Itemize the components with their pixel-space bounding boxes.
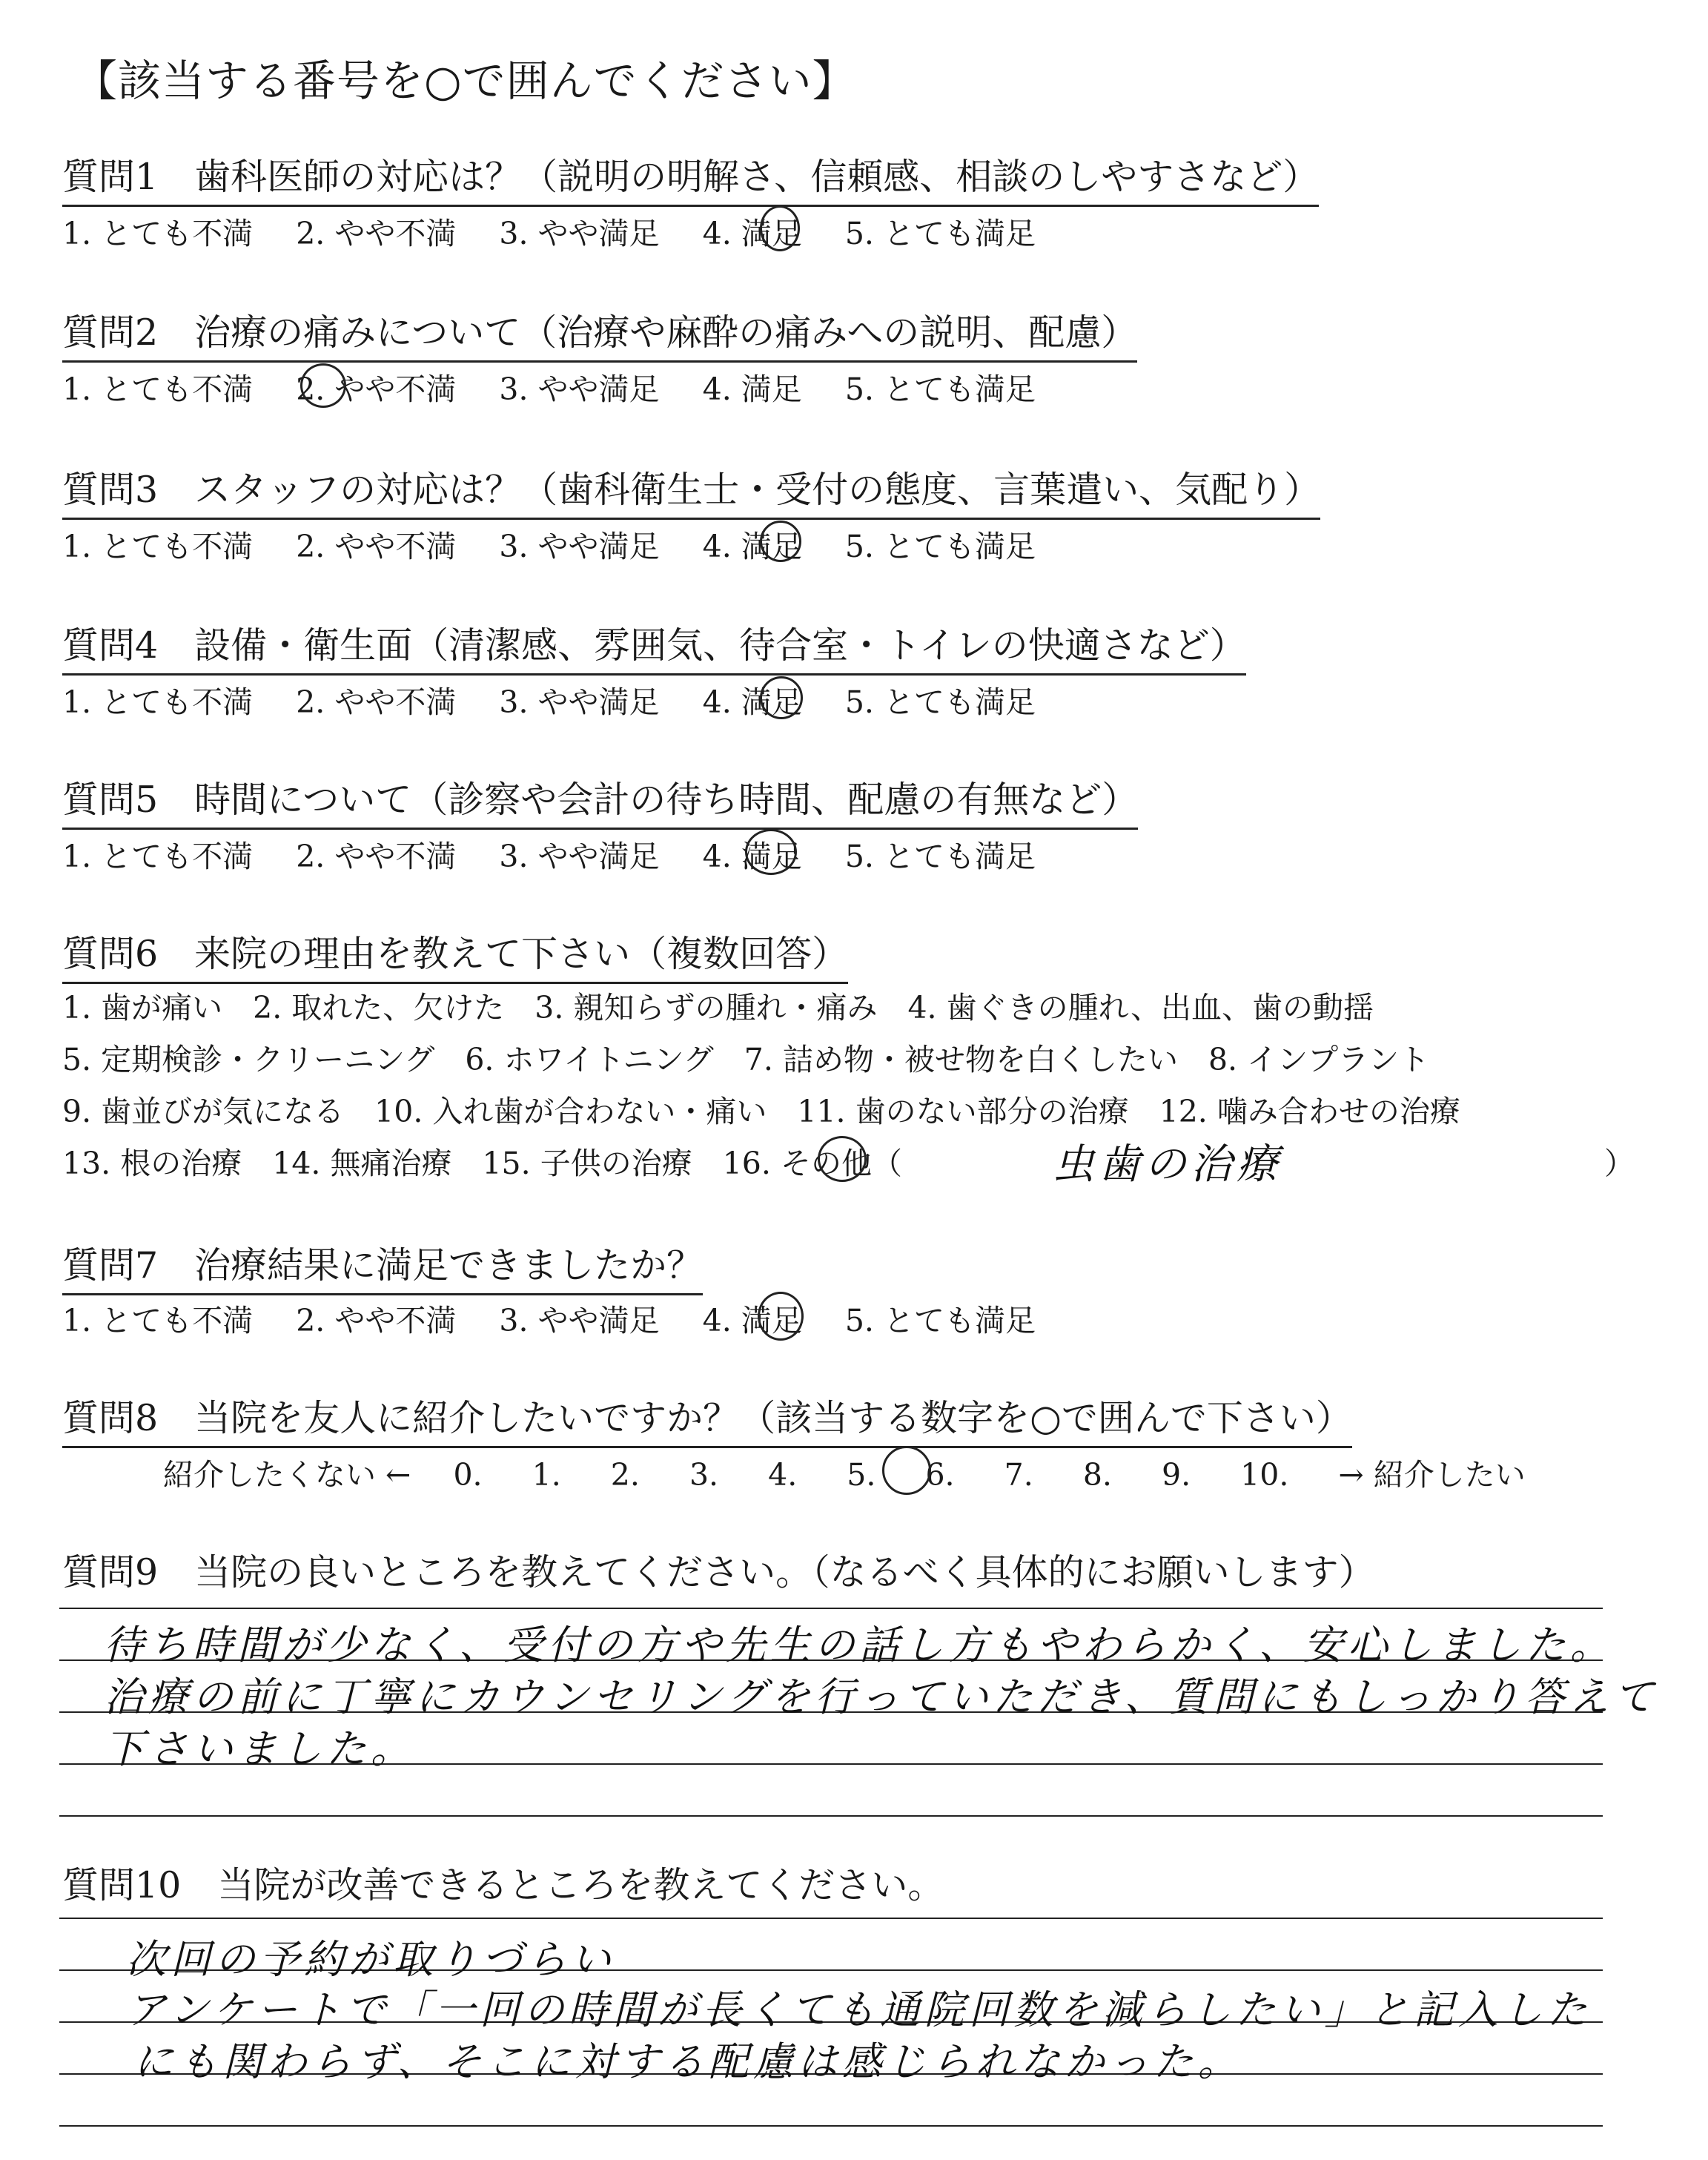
question-3-heading: 質問3 スタッフの対応は？（歯科衛生士・受付の態度、言葉遣い、気配り）	[62, 461, 1320, 520]
question-1-heading: 質問1 歯科医師の対応は？（説明の明解さ、信頼感、相談のしやすさなど）	[62, 148, 1319, 207]
question-8-scale	[163, 1450, 1529, 1494]
score-4[interactable]: 4.	[768, 1457, 798, 1493]
option-1[interactable]: 1. とても不満	[62, 839, 254, 874]
option-1[interactable]: 1. とても不満	[62, 529, 254, 564]
score-9[interactable]: 9.	[1161, 1457, 1191, 1493]
scale-left-label: 紹介したくない ←	[163, 1457, 411, 1493]
question-2-heading: 質問2 治療の痛みについて（治療や麻酔の痛みへの説明、配慮）	[62, 304, 1137, 363]
close-paren: ）	[1604, 1146, 1635, 1181]
option-2[interactable]: 2. やや不満	[296, 684, 457, 720]
score-10[interactable]: 10.	[1240, 1457, 1289, 1493]
selection-circle	[882, 1446, 931, 1495]
question-6-heading: 質問6 来院の理由を教えて下さい（複数回答）	[62, 925, 848, 984]
q10-answer-line-2: アンケートで「一回の時間が長くても通院回数を減らしたい」と記入した	[126, 1986, 1592, 2033]
option-1[interactable]: 1. とても不満	[62, 684, 254, 720]
option-2[interactable]: 2. やや不満	[296, 216, 457, 251]
q9-answer-line-3: 下さいました。	[104, 1725, 415, 1772]
question-7-heading: 質問7 治療結果に満足できましたか？	[62, 1237, 703, 1295]
question-3-options	[62, 522, 1039, 566]
option-4[interactable]: 4. 満足	[702, 529, 802, 564]
option-2[interactable]: 2. やや不満	[296, 529, 457, 564]
form-title: 【該当する番号を○で囲んでください】	[74, 56, 856, 106]
answer-line	[59, 2125, 1603, 2127]
other-reason-handwriting: 虫歯の治療	[1053, 1140, 1282, 1189]
reason-row-4: 13. 根の治療 14. 無痛治療 15. 子供の治療 16. その他（	[62, 1146, 902, 1181]
option-4[interactable]: 4. 満足	[702, 839, 802, 874]
option-3[interactable]: 3. やや満足	[499, 216, 660, 251]
question-2-options	[62, 365, 1039, 409]
option-2[interactable]: 2. やや不満	[296, 839, 457, 874]
selection-circle	[818, 1136, 867, 1182]
selection-circle	[760, 676, 803, 719]
question-7-options	[62, 1296, 1039, 1340]
q9-answer-line-2: 治療の前に丁寧にカウンセリングを行っていただき、質問にもしっかり答えて	[104, 1674, 1658, 1720]
option-2[interactable]: 2. やや不満	[296, 1303, 457, 1338]
score-3[interactable]: 3.	[689, 1457, 719, 1493]
q10-answer-line-1: 次回の予約が取りづらい	[126, 1936, 615, 1983]
option-5[interactable]: 5. とても満足	[844, 684, 1036, 720]
answer-line	[59, 1815, 1603, 1817]
option-3[interactable]: 3. やや満足	[499, 529, 660, 564]
score-6[interactable]: 6.	[925, 1457, 955, 1493]
question-5-options	[62, 832, 1039, 876]
question-10-heading: 質問10 当院が改善できるところを教えてください。	[62, 1864, 944, 1906]
option-2[interactable]: 2. やや不満	[296, 371, 457, 407]
score-8[interactable]: 8.	[1082, 1457, 1112, 1493]
selection-circle	[758, 1292, 804, 1341]
option-4[interactable]: 4. 満足	[702, 371, 802, 407]
selection-circle	[745, 829, 797, 875]
question-9-heading: 質問9 当院の良いところを教えてください。（なるべく具体的にお願いします）	[62, 1551, 1375, 1593]
reason-row-2: 5. 定期検診・クリーニング 6. ホワイトニング 7. 詰め物・被せ物を白くしたい 8. インプラント	[62, 1042, 1430, 1077]
option-5[interactable]: 5. とても満足	[844, 839, 1036, 874]
reason-row-3: 9. 歯並びが気になる 10. 入れ歯が合わない・痛い 11. 歯のない部分の治療 12. 噛み合わせの治療	[62, 1094, 1460, 1129]
option-5[interactable]: 5. とても満足	[844, 371, 1036, 407]
question-4-heading: 質問4 設備・衛生面（清潔感、雰囲気、待合室・トイレの快適さなど）	[62, 617, 1246, 676]
selection-circle	[300, 363, 346, 408]
score-0[interactable]: 0.	[453, 1457, 483, 1493]
question-8-heading: 質問8 当院を友人に紹介したいですか？（該当する数字を○で囲んで下さい）	[62, 1390, 1352, 1448]
option-1[interactable]: 1. とても不満	[62, 1303, 254, 1338]
option-5[interactable]: 5. とても満足	[844, 529, 1036, 564]
option-1[interactable]: 1. とても不満	[62, 216, 254, 251]
score-1[interactable]: 1.	[532, 1457, 561, 1493]
option-3[interactable]: 3. やや満足	[499, 1303, 660, 1338]
option-3[interactable]: 3. やや満足	[499, 371, 660, 407]
score-7[interactable]: 7.	[1004, 1457, 1033, 1493]
score-5[interactable]: 5.	[847, 1457, 876, 1493]
option-4[interactable]: 4. 満足	[702, 216, 802, 251]
question-4-options	[62, 678, 1039, 721]
option-5[interactable]: 5. とても満足	[844, 216, 1036, 251]
option-4[interactable]: 4. 満足	[702, 1303, 802, 1338]
question-5-heading: 質問5 時間について（診察や会計の待ち時間、配慮の有無など）	[62, 771, 1138, 830]
option-3[interactable]: 3. やや満足	[499, 839, 660, 874]
answer-line	[59, 1918, 1603, 1919]
selection-circle	[760, 205, 800, 251]
option-5[interactable]: 5. とても満足	[844, 1303, 1036, 1338]
question-1-options	[62, 209, 1039, 253]
answer-line	[59, 1608, 1603, 1609]
option-1[interactable]: 1. とても不満	[62, 371, 254, 407]
score-2[interactable]: 2.	[610, 1457, 640, 1493]
option-4[interactable]: 4. 満足	[702, 684, 802, 720]
q10-answer-line-3: にも関わらず、そこに対する配慮は感じられなかった。	[133, 2038, 1242, 2085]
option-3[interactable]: 3. やや満足	[499, 684, 660, 720]
reason-row-1: 1. 歯が痛い 2. 取れた、欠けた 3. 親知らずの腫れ・痛み 4. 歯ぐきの腫れ、出血、歯の動揺	[62, 990, 1374, 1025]
scale-right-label: → 紹介したい	[1338, 1457, 1526, 1493]
q9-answer-line-1: 待ち時間が少なく、受付の方や先生の話し方もやわらかく、安心しました。	[104, 1622, 1615, 1668]
selection-circle	[760, 521, 801, 562]
